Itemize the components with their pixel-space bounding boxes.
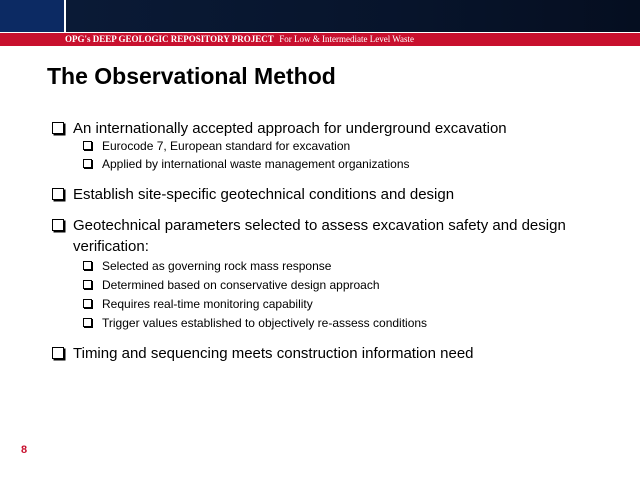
sub-bullet-item: [83, 257, 331, 275]
checkbox-bullet-icon: [83, 280, 92, 289]
header-project-name: OPG's DEEP GEOLOGIC REPOSITORY PROJECT: [65, 34, 274, 44]
bullet-text: Establish site-specific geotechnical conditions and design: [73, 186, 455, 203]
sub-bullet-item: [83, 137, 350, 155]
checkbox-bullet-icon: [83, 318, 92, 327]
bullet-text: Geotechnical parameters selected to assess excavation safety and design verification:: [73, 217, 566, 255]
sub-bullet-item: [83, 155, 410, 173]
sub-bullet-text: Eurocode 7, European standard for excavation: [102, 139, 351, 153]
page-number: 8: [21, 444, 28, 456]
bullet-item: [52, 184, 454, 205]
checkbox-bullet-icon: [83, 141, 92, 150]
bullet-item: [52, 118, 507, 139]
bullet-item: [52, 343, 474, 364]
checkbox-bullet-icon: [52, 122, 64, 134]
checkbox-bullet-icon: [52, 347, 64, 359]
checkbox-bullet-icon: [52, 188, 64, 200]
sub-bullet-text: Determined based on conservative design approach: [102, 278, 380, 292]
checkbox-bullet-icon: [83, 299, 92, 308]
slide-title: The Observational Method: [47, 63, 336, 89]
sub-bullet-item: [83, 295, 313, 313]
bullet-text: An internationally accepted approach for underground excavation: [73, 120, 507, 137]
checkbox-bullet-icon: [52, 219, 64, 231]
sub-bullet-text: Trigger values established to objectively re-assess conditions: [102, 316, 428, 330]
sub-bullet-item: [83, 276, 380, 294]
sub-bullet-text: Applied by international waste management organizations: [102, 157, 410, 171]
sub-bullet-text: Selected as governing rock mass response: [102, 259, 332, 273]
header-subtitle: For Low & Intermediate Level Waste: [279, 34, 415, 44]
checkbox-bullet-icon: [83, 159, 92, 168]
bullet-item: [52, 215, 613, 257]
sub-bullet-text: Requires real-time monitoring capability: [102, 297, 313, 311]
bullet-text: Timing and sequencing meets construction information need: [73, 345, 474, 362]
sub-bullet-item: [83, 314, 427, 332]
checkbox-bullet-icon: [83, 261, 92, 270]
